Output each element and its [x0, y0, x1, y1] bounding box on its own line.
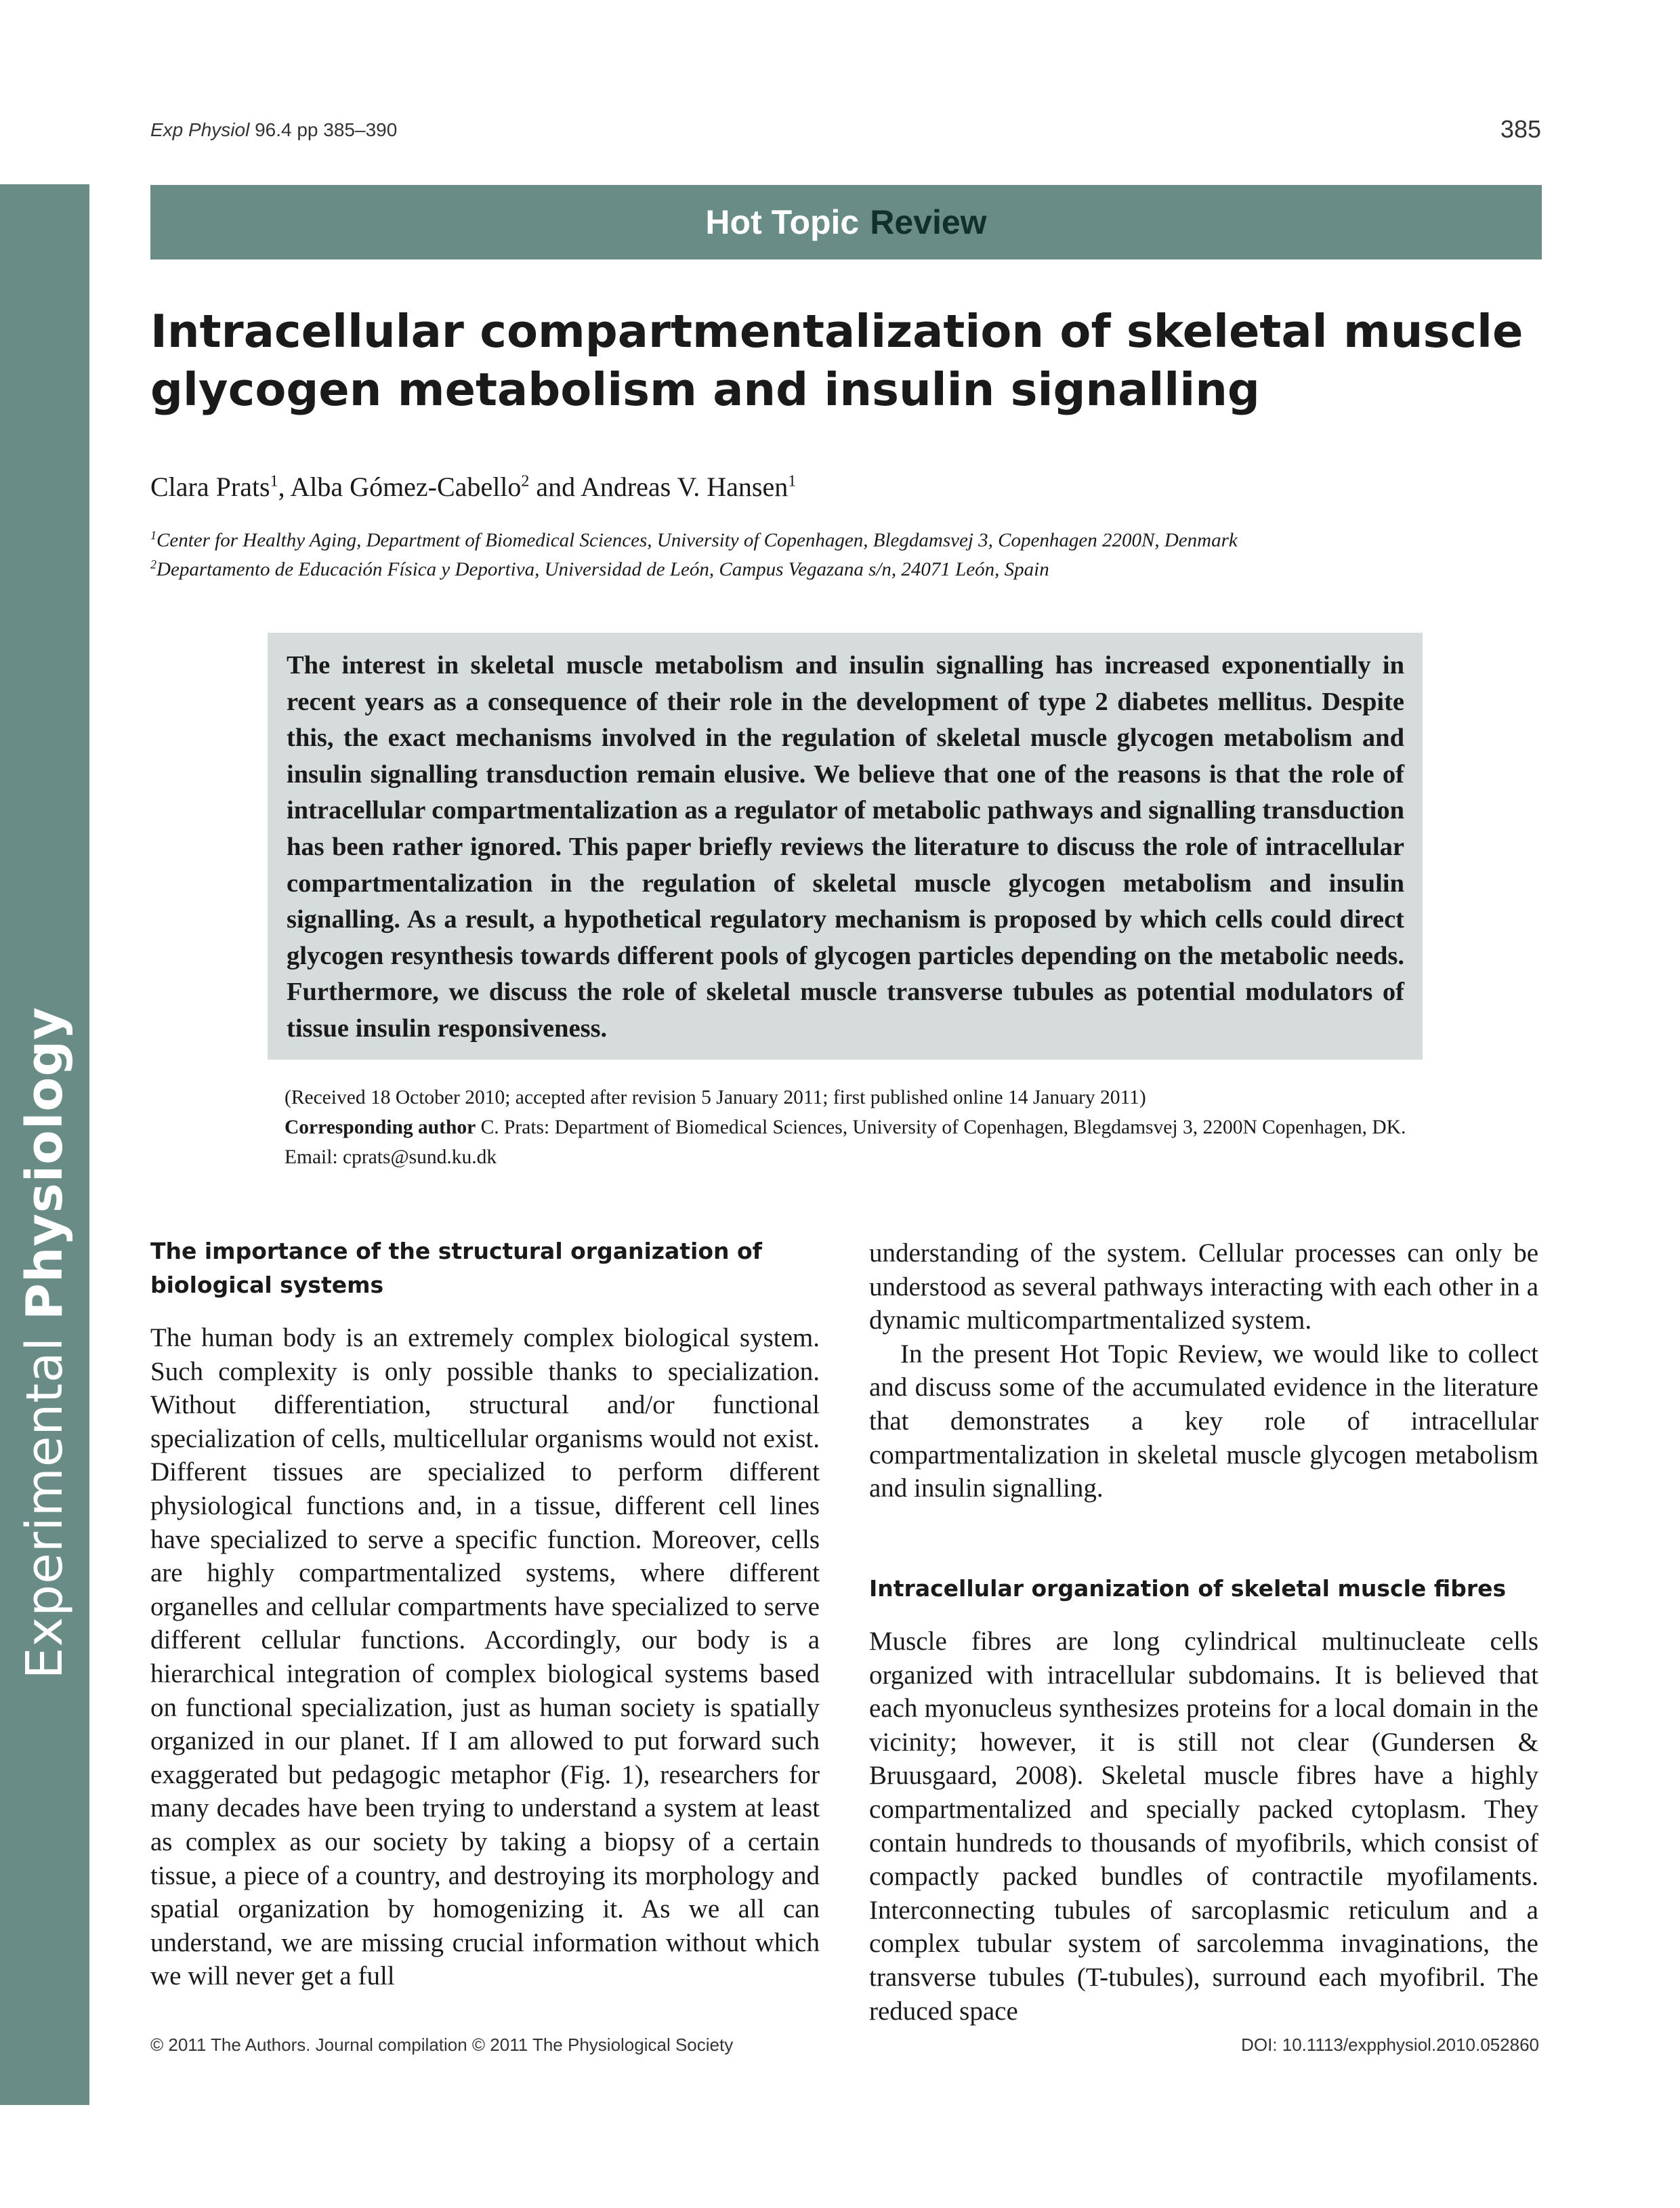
banner-word-1: Hot Topic: [705, 203, 860, 241]
body-paragraph: The human body is an extremely complex biological system. Such complexity is only possible thanks to specialization. Without differentiation, structural and/or functional specialization of cells, multicellular organisms would not exist. Different tissues are specialized to perform different physiological functions and, in a tissue, different cell lines have specialized to serve a specific function. Moreover, cells are highly compartmentalized systems, where different organelles and cellular compartments have specialized to serve different cellular functions. Accordingly, our body is a hierarchical integration of complex biological systems based on functional specialization, just as human society is spatially organized in our planet. If I am allowed to put forward such exaggerated but pedagogic metaphor (Fig. 1), researchers for many decades have been trying to understand a system at least as complex as our society by taking a biopsy of a certain tissue, a piece of a country, and destroying its morphology and spatial organization by homogenizing it. As we all can understand, we are missing crucial information without which we will never get a full: [150, 1323, 820, 1991]
footer-doi: DOI: 10.1113/expphysiol.2010.052860: [1241, 2035, 1539, 2055]
corresponding-label: Corresponding author: [285, 1117, 476, 1138]
affiliation-sup: 1: [150, 528, 156, 542]
author-separator: and: [529, 472, 581, 502]
page-number: 385: [1500, 115, 1541, 143]
article-history: [285, 1083, 1436, 1172]
affiliation: [150, 558, 1049, 581]
author-name: Alba Gómez-Cabello: [290, 472, 522, 502]
author-affil-sup: 1: [270, 472, 278, 491]
corresponding-author: [285, 1112, 1436, 1172]
body-column-left: [150, 1321, 820, 1993]
author-list: [150, 471, 796, 503]
journal-sidebar: [0, 184, 89, 2105]
author-affil-sup: 2: [521, 472, 530, 491]
corresponding-details: C. Prats: Department of Biomedical Sciences, University of Copenhagen, Blegdamsvej 3, 2200N Copenhagen, DK. Email: cprats@sund.ku.dk: [285, 1117, 1406, 1168]
running-header: [150, 119, 397, 141]
affiliation: [150, 528, 1238, 552]
author-separator: ,: [278, 472, 291, 502]
body-paragraph: In the present Hot Topic Review, we would like to collect and discuss some of the accumulated evidence in the literature that demonstrates a key role of intracellular compartmentalization in skeletal muscle glycogen metabolism and insulin signalling.: [869, 1339, 1538, 1503]
footer-copyright: © 2011 The Authors. Journal compilation © 2011 The Physiological Society: [150, 2035, 734, 2055]
article-type-banner: [150, 185, 1542, 259]
journal-name: Exp Physiol: [150, 119, 250, 140]
affiliation-text: Departamento de Educación Física y Deportiva, Universidad de León, Campus Vegazana s/n, 24071 León, Spain: [156, 558, 1049, 581]
section-heading: Intracellular organization of skeletal muscle fibres: [869, 1575, 1507, 1602]
abstract-box: [268, 633, 1423, 1060]
banner-word-2: Review: [870, 203, 987, 241]
author-affil-sup: 1: [788, 472, 797, 491]
affiliation-text: Center for Healthy Aging, Department of Biomedical Sciences, University of Copenhagen, Blegdamsvej 3, Copenhagen 2200N, Denmark: [156, 529, 1238, 551]
abstract-text: The interest in skeletal muscle metabolism and insulin signalling has increased exponentially in recent years as a consequence of their role in the development of type 2 diabetes mellitus. Despite this, the exact mechanisms involved in the regulation of skeletal muscle glycogen metabolism and insulin signalling transduction remain elusive. We believe that one of the reasons is that the role of intracellular compartmentalization as a regulator of metabolic pathways and signalling transduction has been rather ignored. This paper briefly reviews the literature to discuss the role of intracellular compartmentalization in the regulation of skeletal muscle glycogen metabolism and insulin signalling. As a result, a hypothetical regulatory mechanism is proposed by which cells could direct glycogen resynthesis towards different pools of glycogen particles depending on the metabolic needs. Furthermore, we discuss the role of skeletal muscle transverse tubules as potential modulators of tissue insulin responsiveness.: [287, 651, 1404, 1043]
body-paragraph: Muscle fibres are long cylindrical multinucleate cells organized with intracellular subdomains. It is believed that each myonucleus synthesizes proteins for a local domain in the vicinity; however, it is still not clear (Gundersen & Bruusgaard, 2008). Skeletal muscle fibres have a highly compartmentalized and specially packed cytoplasm. They contain hundreds to thousands of myofibrils, which consist of compactly packed bundles of contractile myofilaments. Interconnecting tubules of sarcoplasmic reticulum and a complex tubular system of sarcolemma invaginations, the transverse tubules (T-tubules), surround each myofibril. The reduced space: [869, 1627, 1538, 2026]
article-title: Intracellular compartmentalization of skeletal muscle glycogen metabolism and insulin signalling: [150, 305, 1524, 416]
affiliation-sup: 2: [150, 558, 156, 571]
body-column-right: [869, 1236, 1538, 1505]
sidebar-journal-name: [0, 1006, 89, 1680]
author-name: Andreas V. Hansen: [580, 472, 789, 502]
author-name: Clara Prats: [150, 472, 270, 502]
body-column-right-lower: [869, 1625, 1538, 2028]
sidebar-word-2: Physiology: [16, 1006, 74, 1320]
received-dates: (Received 18 October 2010; accepted after revision 5 January 2011; first published online 14 January 2011): [285, 1087, 1146, 1108]
sidebar-word-1: Experimental: [16, 1336, 74, 1680]
section-heading: The importance of the structural organization of biological systems: [150, 1238, 763, 1298]
body-paragraph: understanding of the system. Cellular processes can only be understood as several pathways interacting with each other in a dynamic multicompartmentalized system.: [869, 1238, 1538, 1335]
journal-issue: 96.4 pp 385–390: [249, 119, 398, 140]
